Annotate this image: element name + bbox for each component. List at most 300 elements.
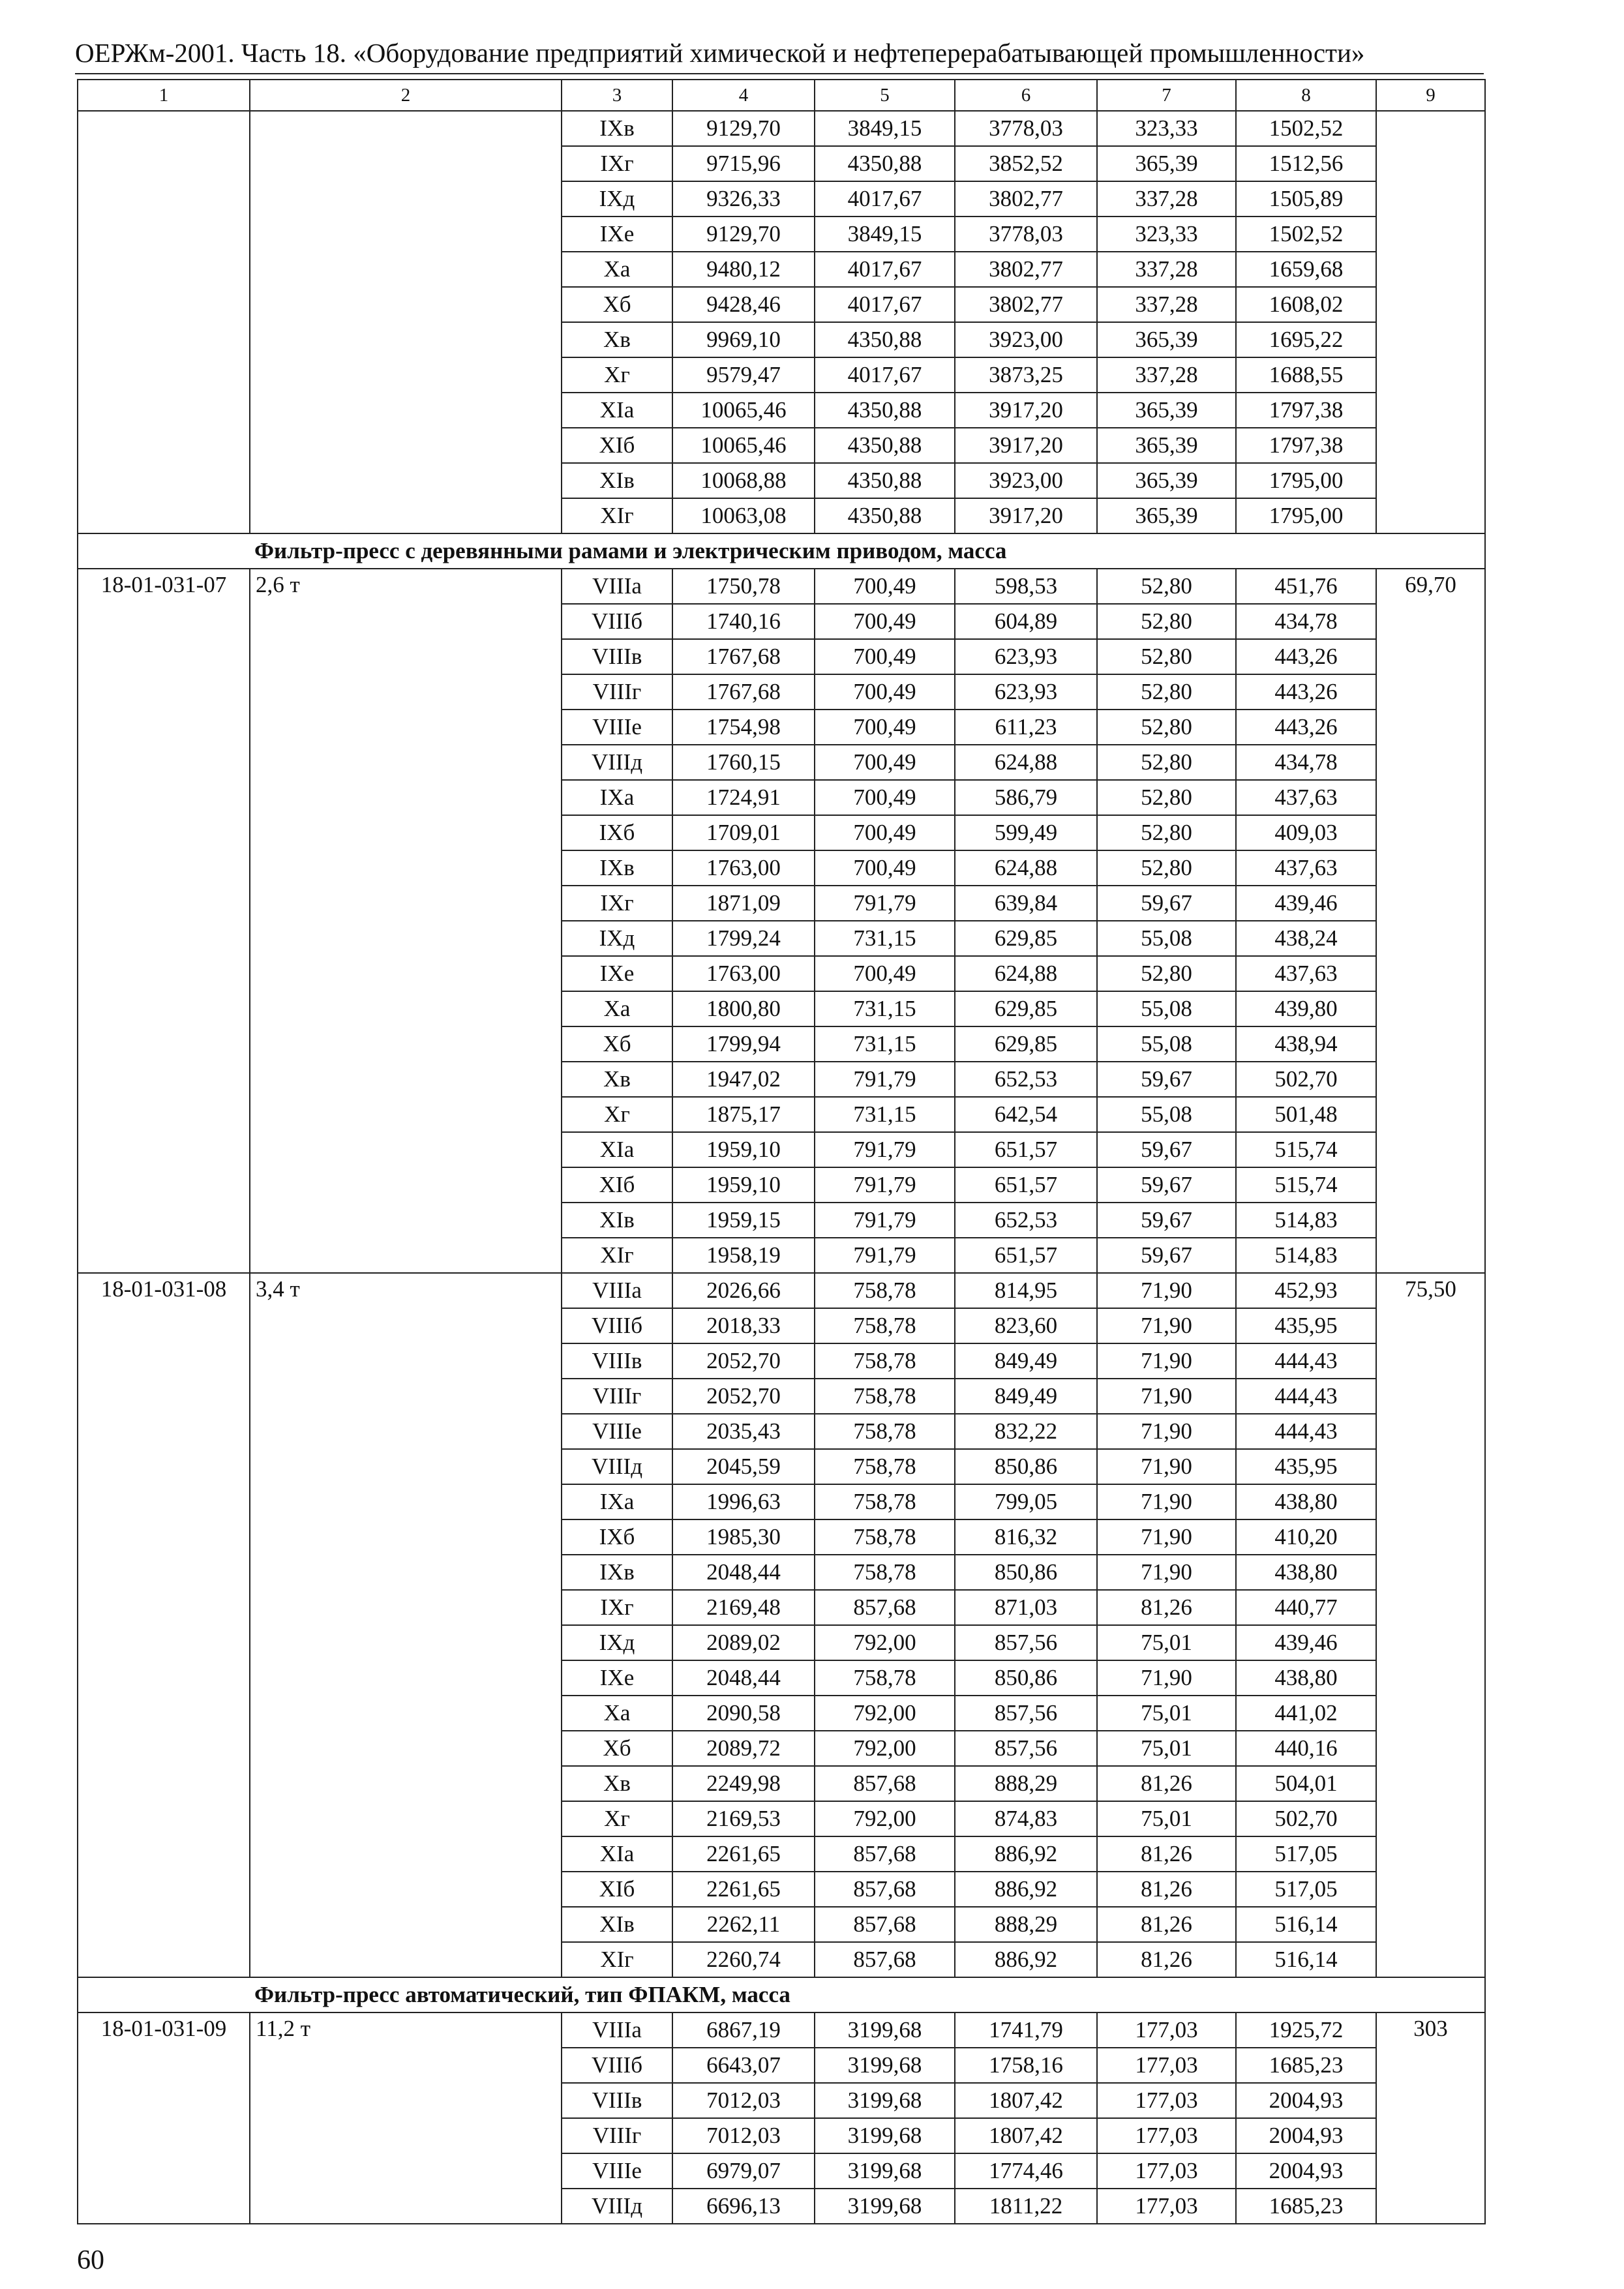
value-cell: 857,68	[815, 1942, 955, 1977]
section-heading-row	[78, 533, 1485, 569]
value-cell: 81,26	[1097, 1836, 1236, 1872]
region-cell: Xб	[562, 1731, 672, 1766]
value-cell: 652,53	[955, 1203, 1097, 1238]
value-cell: 2052,70	[672, 1343, 815, 1379]
value-cell: 9326,33	[672, 181, 815, 217]
column-number: 2	[250, 80, 562, 111]
value-cell: 517,05	[1236, 1872, 1376, 1907]
value-cell: 55,08	[1097, 1026, 1236, 1062]
value-cell: 3849,15	[815, 111, 955, 146]
value-cell: 1502,52	[1236, 111, 1376, 146]
value-cell: 71,90	[1097, 1484, 1236, 1519]
region-cell: Xг	[562, 1097, 672, 1132]
value-cell: 1795,00	[1236, 498, 1376, 533]
value-cell: 444,43	[1236, 1379, 1376, 1414]
value-cell: 604,89	[955, 604, 1097, 639]
value-cell: 3778,03	[955, 217, 1097, 252]
value-cell: 439,46	[1236, 1625, 1376, 1660]
value-cell: 59,67	[1097, 1203, 1236, 1238]
value-cell: 629,85	[955, 991, 1097, 1026]
value-cell: 516,14	[1236, 1907, 1376, 1942]
value-cell: 1807,42	[955, 2118, 1097, 2153]
value-cell: 365,39	[1097, 322, 1236, 357]
value-cell: 1685,23	[1236, 2048, 1376, 2083]
value-cell: 75,01	[1097, 1696, 1236, 1731]
value-cell: 365,39	[1097, 393, 1236, 428]
value-cell: 792,00	[815, 1625, 955, 1660]
value-cell: 799,05	[955, 1484, 1097, 1519]
value-cell: 791,79	[815, 1132, 955, 1167]
value-cell: 177,03	[1097, 2083, 1236, 2118]
region-cell: Xг	[562, 357, 672, 393]
code-cell: 18-01-031-07	[78, 569, 250, 1273]
region-cell: IXв	[562, 850, 672, 886]
value-cell: 9129,70	[672, 111, 815, 146]
value-cell: 2004,93	[1236, 2083, 1376, 2118]
region-cell: XIв	[562, 1907, 672, 1942]
value-cell: 59,67	[1097, 886, 1236, 921]
value-cell: 700,49	[815, 815, 955, 850]
value-cell: 4017,67	[815, 287, 955, 322]
value-cell: 440,77	[1236, 1590, 1376, 1625]
value-cell: 816,32	[955, 1519, 1097, 1555]
region-cell: IXг	[562, 1590, 672, 1625]
value-cell: 624,88	[955, 956, 1097, 991]
value-cell: 337,28	[1097, 252, 1236, 287]
column-number: 6	[955, 80, 1097, 111]
value-cell: 439,80	[1236, 991, 1376, 1026]
value-cell: 2004,93	[1236, 2118, 1376, 2153]
value-cell: 10065,46	[672, 393, 815, 428]
region-cell: XIб	[562, 428, 672, 463]
value-cell: 700,49	[815, 569, 955, 604]
value-cell: 10068,88	[672, 463, 815, 498]
mass-cell: 3,4 т	[250, 1273, 562, 1977]
region-cell: VIIIд	[562, 2189, 672, 2224]
region-cell: XIа	[562, 1132, 672, 1167]
region-cell: Xа	[562, 252, 672, 287]
value-cell: 700,49	[815, 710, 955, 745]
value-cell: 857,68	[815, 1590, 955, 1625]
value-cell: 1795,00	[1236, 463, 1376, 498]
value-cell: 435,95	[1236, 1449, 1376, 1484]
value-cell: 55,08	[1097, 921, 1236, 956]
value-cell: 1505,89	[1236, 181, 1376, 217]
value-cell: 1512,56	[1236, 146, 1376, 181]
value-cell: 623,93	[955, 639, 1097, 674]
value-cell: 515,74	[1236, 1167, 1376, 1203]
value-cell: 59,67	[1097, 1167, 1236, 1203]
region-cell: XIб	[562, 1167, 672, 1203]
value-cell: 2089,72	[672, 1731, 815, 1766]
region-cell: XIб	[562, 1872, 672, 1907]
table-row	[78, 2012, 1485, 2048]
value-cell: 611,23	[955, 710, 1097, 745]
value-cell: 791,79	[815, 1203, 955, 1238]
value-cell: 1800,80	[672, 991, 815, 1026]
region-cell: IXе	[562, 217, 672, 252]
value-cell: 2048,44	[672, 1660, 815, 1696]
region-cell: IXг	[562, 146, 672, 181]
value-cell: 823,60	[955, 1308, 1097, 1343]
value-cell: 731,15	[815, 991, 955, 1026]
value-cell: 874,83	[955, 1801, 1097, 1836]
value-cell: 52,80	[1097, 710, 1236, 745]
value-cell: 516,14	[1236, 1942, 1376, 1977]
region-cell: IXе	[562, 1660, 672, 1696]
value-cell: 2004,93	[1236, 2153, 1376, 2189]
value-cell: 444,43	[1236, 1343, 1376, 1379]
value-cell: 4350,88	[815, 322, 955, 357]
region-cell: VIIIг	[562, 2118, 672, 2153]
region-cell: VIIIд	[562, 1449, 672, 1484]
region-cell: IXа	[562, 1484, 672, 1519]
value-cell: 849,49	[955, 1343, 1097, 1379]
region-cell: VIIIв	[562, 1343, 672, 1379]
value-cell: 434,78	[1236, 745, 1376, 780]
value-cell: 888,29	[955, 1766, 1097, 1801]
value-cell: 337,28	[1097, 357, 1236, 393]
value-cell: 71,90	[1097, 1660, 1236, 1696]
region-cell: IXг	[562, 886, 672, 921]
value-cell: 1695,22	[1236, 322, 1376, 357]
value-cell: 3199,68	[815, 2118, 955, 2153]
value-cell: 700,49	[815, 639, 955, 674]
value-cell: 1740,16	[672, 604, 815, 639]
column-number: 3	[562, 80, 672, 111]
region-cell: VIIIг	[562, 674, 672, 710]
value-cell: 1985,30	[672, 1519, 815, 1555]
value-cell: 52,80	[1097, 674, 1236, 710]
header-rule	[75, 73, 1484, 74]
value-cell: 3802,77	[955, 252, 1097, 287]
value-cell: 3917,20	[955, 428, 1097, 463]
value-cell: 6696,13	[672, 2189, 815, 2224]
value-cell: 1797,38	[1236, 393, 1376, 428]
value-cell: 1741,79	[955, 2012, 1097, 2048]
region-cell: XIа	[562, 393, 672, 428]
value-cell: 3923,00	[955, 463, 1097, 498]
price-table	[77, 79, 1486, 2224]
value-cell: 71,90	[1097, 1449, 1236, 1484]
value-cell: 1925,72	[1236, 2012, 1376, 2048]
value-cell: 1799,24	[672, 921, 815, 956]
value-cell: 1871,09	[672, 886, 815, 921]
column9-cell: 303	[1376, 2012, 1485, 2224]
value-cell: 438,80	[1236, 1555, 1376, 1590]
value-cell: 52,80	[1097, 569, 1236, 604]
value-cell: 59,67	[1097, 1132, 1236, 1167]
value-cell: 1754,98	[672, 710, 815, 745]
page-number: 60	[77, 2245, 104, 2275]
value-cell: 443,26	[1236, 674, 1376, 710]
value-cell: 791,79	[815, 1167, 955, 1203]
mass-cell: 11,2 т	[250, 2012, 562, 2224]
value-cell: 6979,07	[672, 2153, 815, 2189]
value-cell: 1947,02	[672, 1062, 815, 1097]
value-cell: 52,80	[1097, 780, 1236, 815]
value-cell: 2018,33	[672, 1308, 815, 1343]
value-cell: 1959,10	[672, 1167, 815, 1203]
value-cell: 2249,98	[672, 1766, 815, 1801]
value-cell: 515,74	[1236, 1132, 1376, 1167]
value-cell: 81,26	[1097, 1766, 1236, 1801]
section-heading-row	[78, 1977, 1485, 2012]
value-cell: 1774,46	[955, 2153, 1097, 2189]
region-cell: VIIIв	[562, 2083, 672, 2118]
value-cell: 337,28	[1097, 181, 1236, 217]
value-cell: 438,94	[1236, 1026, 1376, 1062]
value-cell: 71,90	[1097, 1519, 1236, 1555]
value-cell: 1709,01	[672, 815, 815, 850]
value-cell: 814,95	[955, 1273, 1097, 1308]
value-cell: 52,80	[1097, 956, 1236, 991]
region-cell: Xа	[562, 991, 672, 1026]
value-cell: 791,79	[815, 886, 955, 921]
value-cell: 850,86	[955, 1449, 1097, 1484]
value-cell: 629,85	[955, 1026, 1097, 1062]
value-cell: 1685,23	[1236, 2189, 1376, 2224]
region-cell: VIIIг	[562, 1379, 672, 1414]
value-cell: 9579,47	[672, 357, 815, 393]
value-cell: 871,03	[955, 1590, 1097, 1625]
value-cell: 2035,43	[672, 1414, 815, 1449]
value-cell: 52,80	[1097, 850, 1236, 886]
value-cell: 52,80	[1097, 815, 1236, 850]
value-cell: 71,90	[1097, 1273, 1236, 1308]
value-cell: 502,70	[1236, 1062, 1376, 1097]
value-cell: 792,00	[815, 1801, 955, 1836]
value-cell: 81,26	[1097, 1590, 1236, 1625]
value-cell: 177,03	[1097, 2048, 1236, 2083]
value-cell: 71,90	[1097, 1414, 1236, 1449]
value-cell: 443,26	[1236, 710, 1376, 745]
value-cell: 700,49	[815, 780, 955, 815]
value-cell: 652,53	[955, 1062, 1097, 1097]
region-cell: XIг	[562, 1942, 672, 1977]
value-cell: 1959,10	[672, 1132, 815, 1167]
value-cell: 791,79	[815, 1238, 955, 1273]
value-cell: 9715,96	[672, 146, 815, 181]
value-cell: 758,78	[815, 1414, 955, 1449]
value-cell: 1502,52	[1236, 217, 1376, 252]
value-cell: 1811,22	[955, 2189, 1097, 2224]
value-cell: 1996,63	[672, 1484, 815, 1519]
table-body	[78, 80, 1485, 2224]
value-cell: 2089,02	[672, 1625, 815, 1660]
value-cell: 700,49	[815, 956, 955, 991]
value-cell: 2169,48	[672, 1590, 815, 1625]
value-cell: 758,78	[815, 1273, 955, 1308]
value-cell: 700,49	[815, 674, 955, 710]
value-cell: 177,03	[1097, 2189, 1236, 2224]
value-cell: 504,01	[1236, 1766, 1376, 1801]
region-cell: VIIIб	[562, 604, 672, 639]
value-cell: 888,29	[955, 1907, 1097, 1942]
section-title: Фильтр-пресс с деревянными рамами и электрическим приводом, масса	[78, 533, 1485, 569]
value-cell: 1767,68	[672, 674, 815, 710]
value-cell: 850,86	[955, 1660, 1097, 1696]
value-cell: 440,16	[1236, 1731, 1376, 1766]
value-cell: 857,56	[955, 1731, 1097, 1766]
value-cell: 437,63	[1236, 850, 1376, 886]
mass-cell	[250, 111, 562, 533]
value-cell: 651,57	[955, 1238, 1097, 1273]
value-cell: 4350,88	[815, 428, 955, 463]
value-cell: 3199,68	[815, 2048, 955, 2083]
region-cell: XIв	[562, 1203, 672, 1238]
value-cell: 10063,08	[672, 498, 815, 533]
value-cell: 438,80	[1236, 1484, 1376, 1519]
region-cell: VIIIа	[562, 2012, 672, 2048]
region-cell: Xг	[562, 1801, 672, 1836]
table-row	[78, 1273, 1485, 1308]
region-cell: Xб	[562, 287, 672, 322]
value-cell: 624,88	[955, 745, 1097, 780]
value-cell: 758,78	[815, 1484, 955, 1519]
value-cell: 177,03	[1097, 2153, 1236, 2189]
region-cell: IXб	[562, 815, 672, 850]
region-cell: VIIIе	[562, 2153, 672, 2189]
value-cell: 437,63	[1236, 956, 1376, 991]
value-cell: 791,79	[815, 1062, 955, 1097]
value-cell: 2261,65	[672, 1836, 815, 1872]
value-cell: 2261,65	[672, 1872, 815, 1907]
value-cell: 792,00	[815, 1731, 955, 1766]
value-cell: 9129,70	[672, 217, 815, 252]
value-cell: 731,15	[815, 1097, 955, 1132]
value-cell: 2048,44	[672, 1555, 815, 1590]
column-number: 8	[1236, 80, 1376, 111]
value-cell: 1763,00	[672, 850, 815, 886]
column9-cell: 75,50	[1376, 1273, 1485, 1977]
region-cell: VIIIб	[562, 1308, 672, 1343]
value-cell: 832,22	[955, 1414, 1097, 1449]
value-cell: 1797,38	[1236, 428, 1376, 463]
value-cell: 700,49	[815, 604, 955, 639]
region-cell: Xв	[562, 322, 672, 357]
value-cell: 792,00	[815, 1696, 955, 1731]
region-cell: XIа	[562, 1836, 672, 1872]
region-cell: Xв	[562, 1766, 672, 1801]
value-cell: 598,53	[955, 569, 1097, 604]
value-cell: 7012,03	[672, 2083, 815, 2118]
code-cell: 18-01-031-08	[78, 1273, 250, 1977]
value-cell: 514,83	[1236, 1238, 1376, 1273]
value-cell: 6867,19	[672, 2012, 815, 2048]
value-cell: 624,88	[955, 850, 1097, 886]
value-cell: 1763,00	[672, 956, 815, 991]
value-cell: 75,01	[1097, 1801, 1236, 1836]
value-cell: 623,93	[955, 674, 1097, 710]
value-cell: 435,95	[1236, 1308, 1376, 1343]
value-cell: 52,80	[1097, 604, 1236, 639]
value-cell: 59,67	[1097, 1238, 1236, 1273]
value-cell: 81,26	[1097, 1872, 1236, 1907]
region-cell: VIIIв	[562, 639, 672, 674]
value-cell: 3778,03	[955, 111, 1097, 146]
value-cell: 731,15	[815, 921, 955, 956]
column9-cell	[1376, 111, 1485, 533]
value-cell: 1958,19	[672, 1238, 815, 1273]
column9-cell: 69,70	[1376, 569, 1485, 1273]
value-cell: 886,92	[955, 1872, 1097, 1907]
value-cell: 81,26	[1097, 1907, 1236, 1942]
value-cell: 452,93	[1236, 1273, 1376, 1308]
value-cell: 3199,68	[815, 2153, 955, 2189]
region-cell: XIг	[562, 1238, 672, 1273]
value-cell: 365,39	[1097, 498, 1236, 533]
value-cell: 651,57	[955, 1132, 1097, 1167]
region-cell: IXв	[562, 111, 672, 146]
value-cell: 2262,11	[672, 1907, 815, 1942]
region-cell: IXд	[562, 921, 672, 956]
value-cell: 10065,46	[672, 428, 815, 463]
value-cell: 2090,58	[672, 1696, 815, 1731]
value-cell: 75,01	[1097, 1731, 1236, 1766]
value-cell: 434,78	[1236, 604, 1376, 639]
region-cell: VIIIа	[562, 1273, 672, 1308]
value-cell: 55,08	[1097, 1097, 1236, 1132]
value-cell: 9969,10	[672, 322, 815, 357]
value-cell: 517,05	[1236, 1836, 1376, 1872]
region-cell: IXд	[562, 181, 672, 217]
value-cell: 1767,68	[672, 639, 815, 674]
value-cell: 9480,12	[672, 252, 815, 287]
value-cell: 71,90	[1097, 1308, 1236, 1343]
value-cell: 451,76	[1236, 569, 1376, 604]
region-cell: VIIIа	[562, 569, 672, 604]
value-cell: 4350,88	[815, 498, 955, 533]
value-cell: 437,63	[1236, 780, 1376, 815]
value-cell: 1750,78	[672, 569, 815, 604]
value-cell: 443,26	[1236, 639, 1376, 674]
column-number: 9	[1376, 80, 1485, 111]
value-cell: 3873,25	[955, 357, 1097, 393]
value-cell: 857,68	[815, 1907, 955, 1942]
value-cell: 586,79	[955, 780, 1097, 815]
value-cell: 177,03	[1097, 2012, 1236, 2048]
column-number: 5	[815, 80, 955, 111]
value-cell: 365,39	[1097, 428, 1236, 463]
value-cell: 758,78	[815, 1519, 955, 1555]
value-cell: 1799,94	[672, 1026, 815, 1062]
value-cell: 177,03	[1097, 2118, 1236, 2153]
value-cell: 2052,70	[672, 1379, 815, 1414]
region-cell: VIIIб	[562, 2048, 672, 2083]
value-cell: 4350,88	[815, 463, 955, 498]
region-cell: IXб	[562, 1519, 672, 1555]
value-cell: 857,56	[955, 1696, 1097, 1731]
column-number: 4	[672, 80, 815, 111]
value-cell: 7012,03	[672, 2118, 815, 2153]
value-cell: 410,20	[1236, 1519, 1376, 1555]
value-cell: 3199,68	[815, 2012, 955, 2048]
value-cell: 55,08	[1097, 991, 1236, 1026]
value-cell: 4017,67	[815, 252, 955, 287]
value-cell: 3199,68	[815, 2189, 955, 2224]
region-cell: XIг	[562, 498, 672, 533]
mass-cell: 2,6 т	[250, 569, 562, 1273]
table-row	[78, 111, 1485, 146]
value-cell: 2026,66	[672, 1273, 815, 1308]
value-cell: 758,78	[815, 1555, 955, 1590]
value-cell: 501,48	[1236, 1097, 1376, 1132]
value-cell: 71,90	[1097, 1379, 1236, 1414]
value-cell: 700,49	[815, 850, 955, 886]
value-cell: 502,70	[1236, 1801, 1376, 1836]
value-cell: 2260,74	[672, 1942, 815, 1977]
